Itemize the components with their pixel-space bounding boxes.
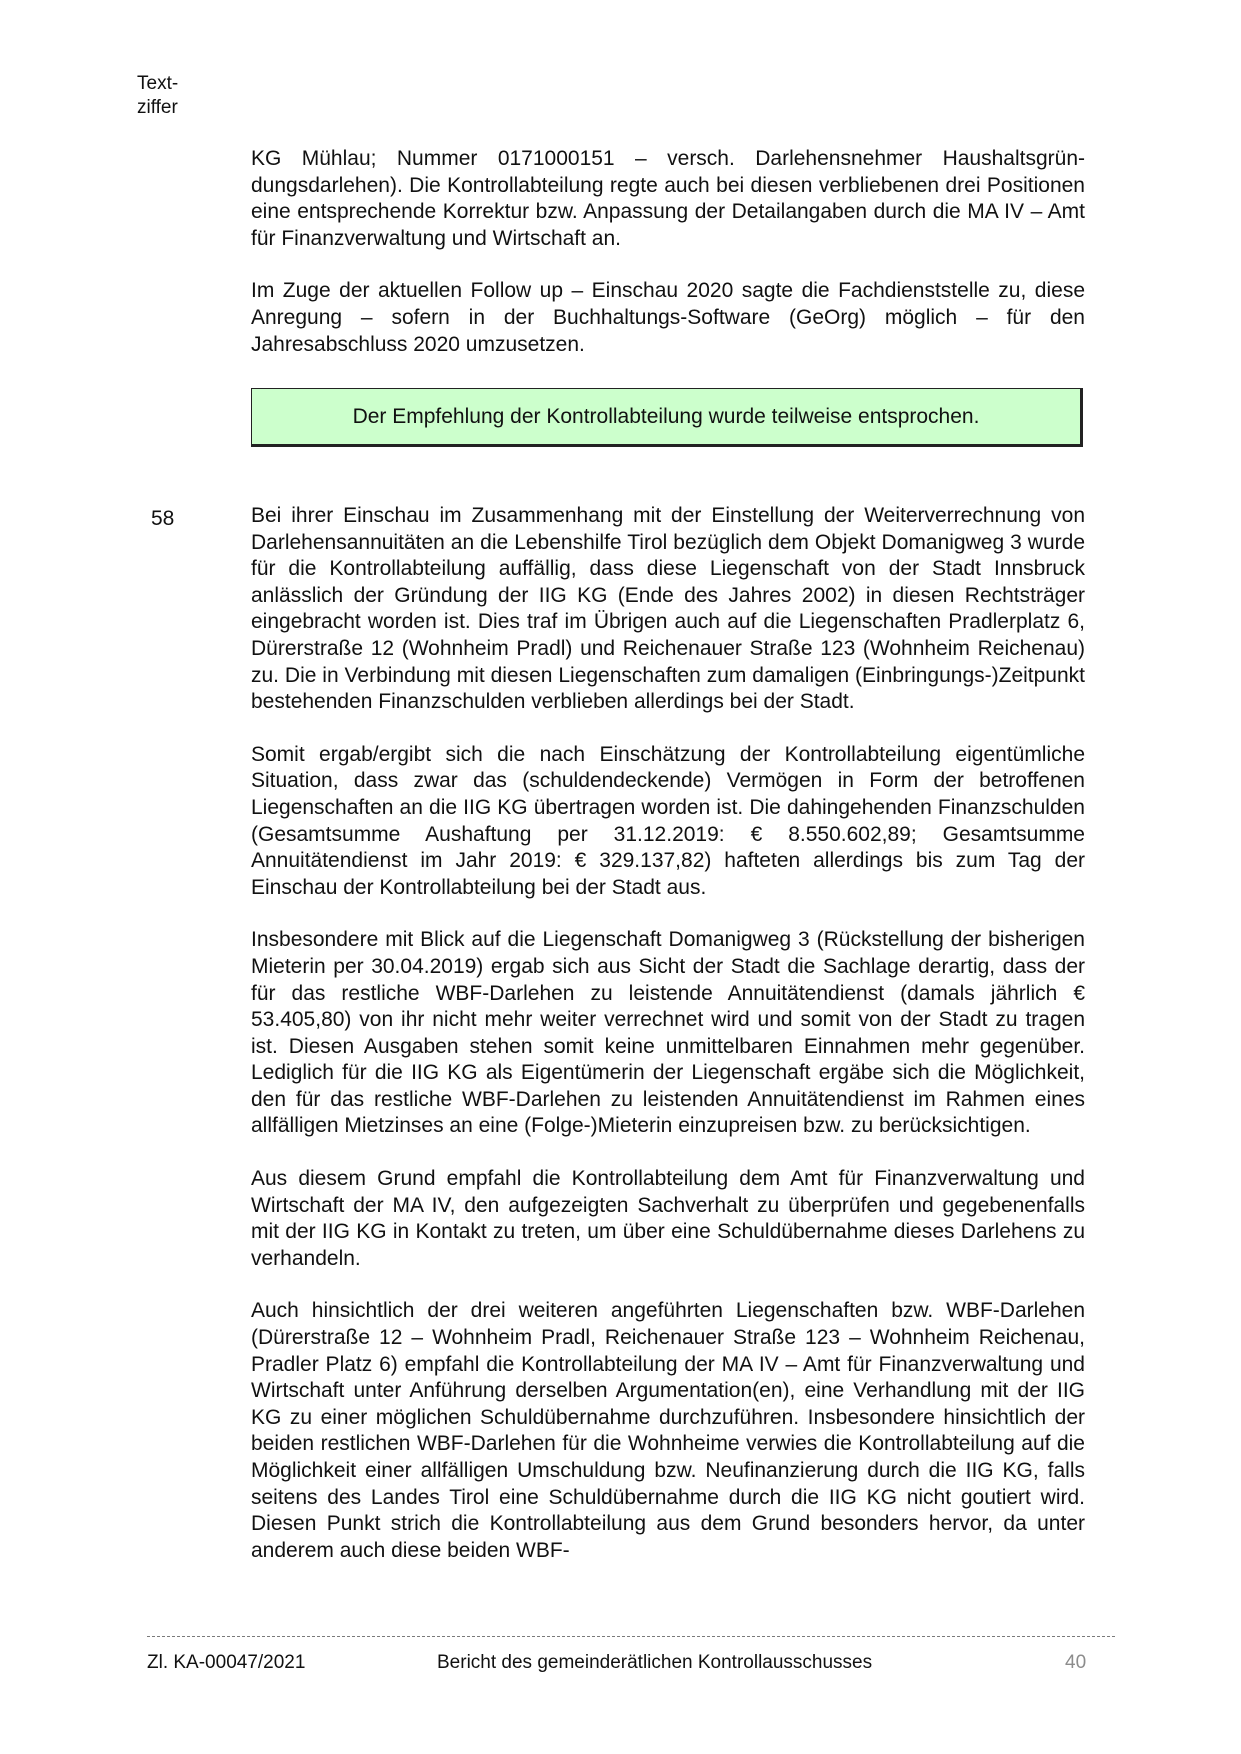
margin-label-textziffer: Text- ziffer bbox=[137, 73, 179, 118]
recommendation-box bbox=[251, 388, 1083, 447]
section-b bbox=[251, 503, 1085, 1564]
footer-divider bbox=[147, 1636, 1115, 1637]
recommendation-text: Der Empfehlung der Kontrollabteilung wurde teilweise entsprochen. bbox=[352, 404, 980, 428]
paragraph: Im Zuge der aktuellen Follow up – Einschau 2020 sagte die Fachdienststelle zu, diese Anregung – sofern in der Buchhaltungs-Software (GeOrg) möglich – für den Jahresabschluss 2020 umzusetzen. bbox=[251, 279, 1085, 356]
paragraph: Auch hinsichtlich der drei weiteren angeführten Liegenschaften bzw. WBF-Darlehen (Dürerstraße 12 – Wohnheim Pradl, Reichenauer Straße 123 – Wohnheim Reichenau, Pradler Platz 6) empfahl die Kontrollabteilung der MA IV – Amt für Finanzverwaltung und Wirtschaft unter Anführung derselben Argumentation(en), eine Verhandlung mit der IIG KG zu einer möglichen Schuldübernahme durchzuführen. Insbesondere hinsichtlich der beiden restlichen WBF-Darlehen für die Wohnheime verwies die Kontrollabteilung auf die Möglichkeit einer allfälligen Umschuldung bzw. Neufinanzierung durch die IIG KG, falls seitens des Landes Tirol eine Schuldübernahme durch die IIG KG nicht goutiert wird. Diesen Punkt strich die Kontrollabteilung aus dem Grund besonders hervor, da unter anderem auch diese beiden WBF- bbox=[251, 1299, 1085, 1562]
section-a bbox=[251, 146, 1085, 358]
footer-reference: Zl. KA-00047/2021 bbox=[147, 1652, 306, 1673]
paragraph: Insbesondere mit Blick auf die Liegenschaft Domanigweg 3 (Rückstellung der bisherigen Mieterin per 30.04.2019) ergab sich aus Sicht der Stadt die Sachlage derartig, dass der für das restliche WBF-Darlehen zu leistende Annuitätendienst (damals jährlich € 53.405,80) von ihr nicht mehr weiter verrechnet wird und somit von der Stadt zu tragen ist. Diesen Ausgaben stehen somit keine unmittelbaren Einnahmen mehr gegenüber. Lediglich für die IIG KG als Eigentümerin der Liegenschaft ergäbe sich die Möglichkeit, den für das restliche WBF-Darlehen zu leistenden Annuitätendienst im Rahmen eines allfälligen Mietzinses an eine (Folge-)Mieterin einzupreisen bzw. zu berücksichtigen. bbox=[251, 928, 1085, 1138]
page-number: 40 bbox=[1065, 1652, 1087, 1673]
paragraph: Somit ergab/ergibt sich die nach Einschätzung der Kontrollabteilung eigentümliche Situation, dass zwar das (schuldendeckende) Vermögen in Form der betroffenen Liegenschaften an die IIG KG übertragen worden ist. Die dahingehenden Finanzschulden (Gesamtsumme Aushaftung per 31.12.2019: € 8.550.602,89; Gesamtsumme Annuitätendienst im Jahr 2019: € 329.137,82) hafteten allerdings bis zum Tag der Einschau der Kontrollabteilung bei der Stadt aus. bbox=[251, 742, 1085, 899]
paragraph: Bei ihrer Einschau im Zusammenhang mit der Einstellung der Weiterverrechnung von Darlehensannuitäten an die Lebenshilfe Tirol bezüglich dem Objekt Domanigweg 3 wurde für die Kontrollabteilung auffällig, dass diese Liegenschaft von der Stadt Innsbruck anlässlich der Gründung der IIG KG (Ende des Jahres 2002) in diesen Rechtsträger eingebracht worden ist. Dies traf im Übrigen auch auf die Liegenschaften Pradlerplatz 6, Dürerstraße 12 (Wohnheim Pradl) und Reichenauer Straße 123 (Wohnheim Reichenau) zu. Die in Verbindung mit diesen Liegenschaften zum damaligen (Einbringungs-)Zeitpunkt bestehenden Finanzschulden verblieben allerdings bei der Stadt. bbox=[251, 504, 1085, 714]
paragraph: Aus diesem Grund empfahl die Kontrollabteilung dem Amt für Finanzverwaltung und Wirtschaft der MA IV, den aufgezeigten Sachverhalt zu überprüfen und gegebenenfalls mit der IIG KG in Kontakt zu treten, um über eine Schuldübernahme dieses Darlehens zu verhandeln. bbox=[251, 1167, 1085, 1270]
paragraph: KG Mühlau; Nummer 0171000151 – versch. Darlehensnehmer Haushaltsgründungsdarlehen). Die Kontrollabteilung regte auch bei diesen verbliebenen drei Positionen eine entsprechende Korrektur bzw. Anpassung der Detailangaben durch die MA IV – Amt für Finanzverwaltung und Wirtschaft an. bbox=[251, 147, 1085, 250]
textziffer-number: 58 bbox=[151, 507, 175, 530]
footer-title: Bericht des gemeinderätlichen Kontrollausschusses bbox=[437, 1652, 873, 1673]
